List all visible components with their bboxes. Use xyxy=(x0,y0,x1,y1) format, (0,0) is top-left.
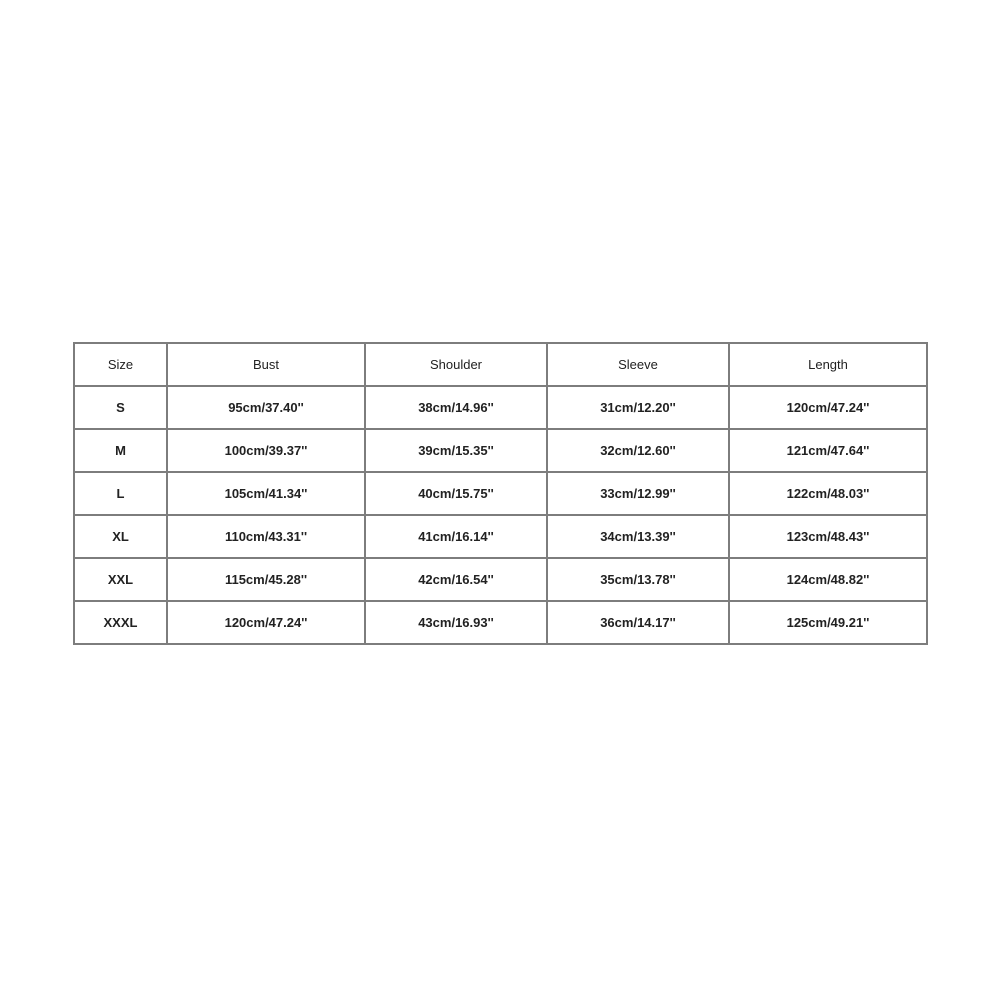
table-row xyxy=(74,515,927,558)
table-row xyxy=(74,386,927,429)
size-cell: XXXL xyxy=(74,601,167,644)
sleeve-cell: 35cm/13.78'' xyxy=(547,558,729,601)
shoulder-cell: 43cm/16.93'' xyxy=(365,601,547,644)
bust-cell: 100cm/39.37'' xyxy=(167,429,365,472)
sleeve-cell: 31cm/12.20'' xyxy=(547,386,729,429)
table-row xyxy=(74,429,927,472)
shoulder-cell: 39cm/15.35'' xyxy=(365,429,547,472)
size-cell: XL xyxy=(74,515,167,558)
size-chart-body xyxy=(74,386,927,644)
length-cell: 120cm/47.24'' xyxy=(729,386,927,429)
bust-cell: 95cm/37.40'' xyxy=(167,386,365,429)
size-chart-header xyxy=(74,343,927,386)
header-row xyxy=(74,343,927,386)
size-cell: L xyxy=(74,472,167,515)
sleeve-cell: 36cm/14.17'' xyxy=(547,601,729,644)
length-cell: 121cm/47.64'' xyxy=(729,429,927,472)
length-cell: 124cm/48.82'' xyxy=(729,558,927,601)
header-bust: Bust xyxy=(167,343,365,386)
header-sleeve: Sleeve xyxy=(547,343,729,386)
size-cell: M xyxy=(74,429,167,472)
size-cell: S xyxy=(74,386,167,429)
bust-cell: 105cm/41.34'' xyxy=(167,472,365,515)
bust-cell: 115cm/45.28'' xyxy=(167,558,365,601)
table-row xyxy=(74,601,927,644)
size-cell: XXL xyxy=(74,558,167,601)
table-row xyxy=(74,472,927,515)
length-cell: 122cm/48.03'' xyxy=(729,472,927,515)
shoulder-cell: 41cm/16.14'' xyxy=(365,515,547,558)
bust-cell: 120cm/47.24'' xyxy=(167,601,365,644)
shoulder-cell: 38cm/14.96'' xyxy=(365,386,547,429)
header-size: Size xyxy=(74,343,167,386)
sleeve-cell: 32cm/12.60'' xyxy=(547,429,729,472)
header-shoulder: Shoulder xyxy=(365,343,547,386)
table-row xyxy=(74,558,927,601)
shoulder-cell: 42cm/16.54'' xyxy=(365,558,547,601)
shoulder-cell: 40cm/15.75'' xyxy=(365,472,547,515)
length-cell: 125cm/49.21'' xyxy=(729,601,927,644)
sleeve-cell: 34cm/13.39'' xyxy=(547,515,729,558)
length-cell: 123cm/48.43'' xyxy=(729,515,927,558)
header-length: Length xyxy=(729,343,927,386)
size-chart-table xyxy=(73,342,928,645)
sleeve-cell: 33cm/12.99'' xyxy=(547,472,729,515)
bust-cell: 110cm/43.31'' xyxy=(167,515,365,558)
